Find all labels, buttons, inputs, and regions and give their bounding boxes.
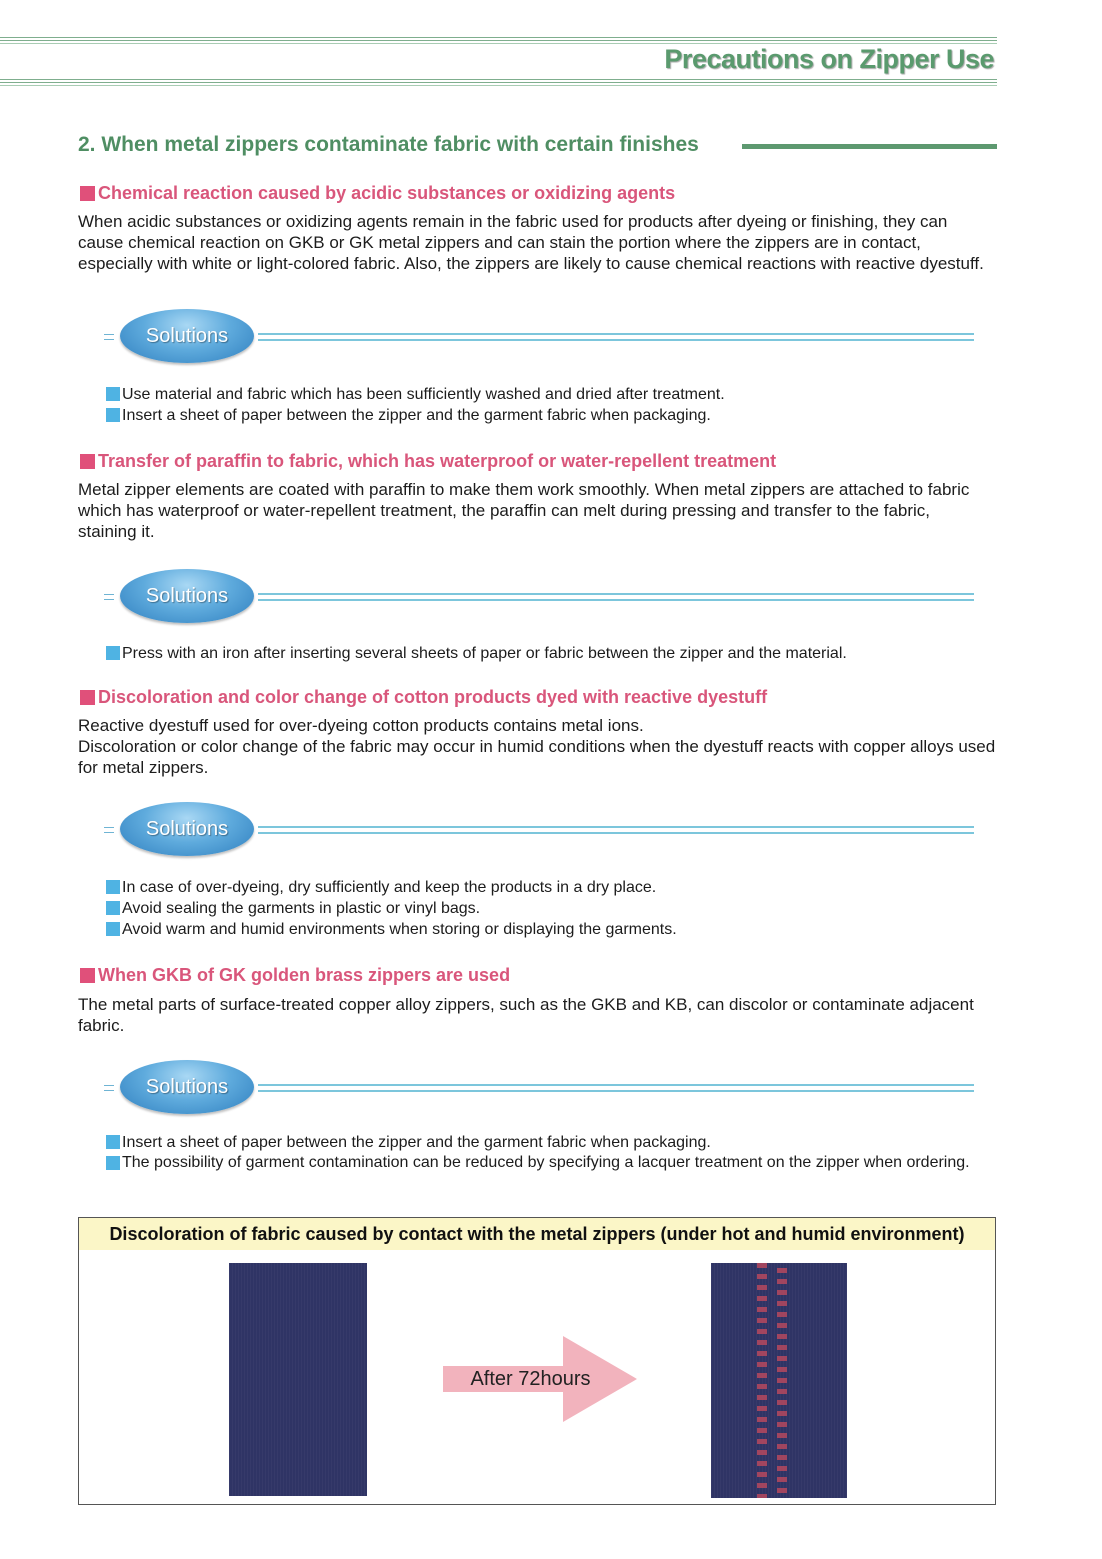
solution-item: Avoid warm and humid environments when storing or displaying the garments. xyxy=(106,919,986,940)
banner-rule xyxy=(258,1084,974,1092)
body-paragraph: Metal zipper elements are coated with paraffin to make them work smoothly. When metal zippers are attached to fabric which has waterproof or water-repellent treatment, the paraffin can melt during pressing and transfer to the fabric, staining it. xyxy=(78,480,970,541)
banner-rule xyxy=(258,333,974,341)
solution-item: In case of over-dyeing, dry sufficiently and keep the products in a dry place. xyxy=(106,877,986,898)
solution-item: Press with an iron after inserting several sheets of paper or fabric between the zipper and the material. xyxy=(106,643,986,664)
blue-square-bullet-icon xyxy=(106,1156,120,1170)
topic-body xyxy=(78,994,1003,1036)
fabric-after-image xyxy=(711,1263,847,1498)
topic-heading-text: Discoloration and color change of cotton products dyed with reactive dyestuff xyxy=(98,687,768,707)
blue-square-bullet-icon xyxy=(106,922,120,936)
banner-dash xyxy=(104,827,114,833)
solutions-banner xyxy=(104,307,974,367)
solution-item: The possibility of garment contamination can be reduced by specifying a lacquer treatment on the zipper when ordering. xyxy=(106,1153,972,1173)
body-paragraph: Reactive dyestuff used for over-dyeing cotton products contains metal ions. xyxy=(78,716,644,735)
blue-square-bullet-icon xyxy=(106,880,120,894)
pink-square-icon xyxy=(80,690,95,705)
pink-square-icon xyxy=(80,186,95,201)
header-bottom-rule xyxy=(0,79,997,85)
page-header-title: Precautions on Zipper Use xyxy=(664,44,994,74)
solution-item: Insert a sheet of paper between the zipper and the garment fabric when packaging. xyxy=(106,405,986,426)
fabric-before-image xyxy=(229,1263,367,1496)
pink-square-icon xyxy=(80,454,95,469)
topic-heading-text: Chemical reaction caused by acidic substances or oxidizing agents xyxy=(98,183,676,203)
solutions-badge: Solutions xyxy=(120,309,254,363)
body-paragraph: The metal parts of surface-treated copper alloy zippers, such as the GKB and KB, can discolor or contaminate adjacent fabric. xyxy=(78,995,974,1035)
solution-item: Insert a sheet of paper between the zipper and the garment fabric when packaging. xyxy=(106,1132,972,1153)
blue-square-bullet-icon xyxy=(106,387,120,401)
zipper-stain-left xyxy=(757,1263,767,1498)
banner-dash xyxy=(104,334,114,340)
arrow-right-icon xyxy=(443,1336,637,1422)
blue-square-bullet-icon xyxy=(106,646,120,660)
topic-body xyxy=(78,211,988,274)
solutions-badge: Solutions xyxy=(120,569,254,623)
arrow-label: After 72hours xyxy=(470,1367,591,1390)
body-paragraph: Discoloration or color change of the fabric may occur in humid conditions when the dyestuff reacts with copper alloys used for metal zippers. xyxy=(78,737,996,777)
solutions-list xyxy=(106,877,986,940)
topic-body xyxy=(78,479,983,542)
blue-square-bullet-icon xyxy=(106,408,120,422)
topic-heading xyxy=(80,451,776,472)
zipper-stain-right xyxy=(777,1263,787,1498)
figure-caption: Discoloration of fabric caused by contact with the metal zippers (under hot and humid environment) xyxy=(79,1218,995,1250)
banner-rule xyxy=(258,593,974,601)
banner-rule xyxy=(258,826,974,834)
solutions-banner xyxy=(104,800,974,860)
solutions-banner xyxy=(104,567,974,627)
solutions-badge: Solutions xyxy=(120,802,254,856)
topic-heading-text: When GKB of GK golden brass zippers are used xyxy=(98,965,511,985)
solutions-banner xyxy=(104,1058,974,1118)
header-top-rule xyxy=(0,37,997,43)
blue-square-bullet-icon xyxy=(106,1135,120,1149)
blue-square-bullet-icon xyxy=(106,901,120,915)
solutions-list xyxy=(106,384,986,426)
body-paragraph: When acidic substances or oxidizing agents remain in the fabric used for products after dyeing or finishing, they can cause chemical reaction on GKB or GK metal zippers and can stain the portion where the zippers are in contact, especially with white or light-colored fabric. Also, the zippers are likely to cause chemical reactions with reactive dyestuff. xyxy=(78,212,984,273)
topic-heading xyxy=(80,687,767,708)
topic-heading xyxy=(80,965,510,986)
pink-square-icon xyxy=(80,968,95,983)
banner-dash xyxy=(104,1085,114,1091)
solutions-badge: Solutions xyxy=(120,1060,254,1114)
topic-body xyxy=(78,715,1003,778)
solutions-list xyxy=(106,643,986,664)
section-title-rule xyxy=(742,144,997,149)
banner-dash xyxy=(104,594,114,600)
section-title: 2. When metal zippers contaminate fabric with certain finishes xyxy=(78,133,699,156)
topic-heading xyxy=(80,183,675,204)
solution-item: Use material and fabric which has been sufficiently washed and dried after treatment. xyxy=(106,384,986,405)
topic-heading-text: Transfer of paraffin to fabric, which has waterproof or water-repellent treatment xyxy=(98,451,777,471)
discoloration-figure xyxy=(78,1217,996,1505)
solutions-list xyxy=(106,1132,972,1173)
solution-item: Avoid sealing the garments in plastic or vinyl bags. xyxy=(106,898,986,919)
